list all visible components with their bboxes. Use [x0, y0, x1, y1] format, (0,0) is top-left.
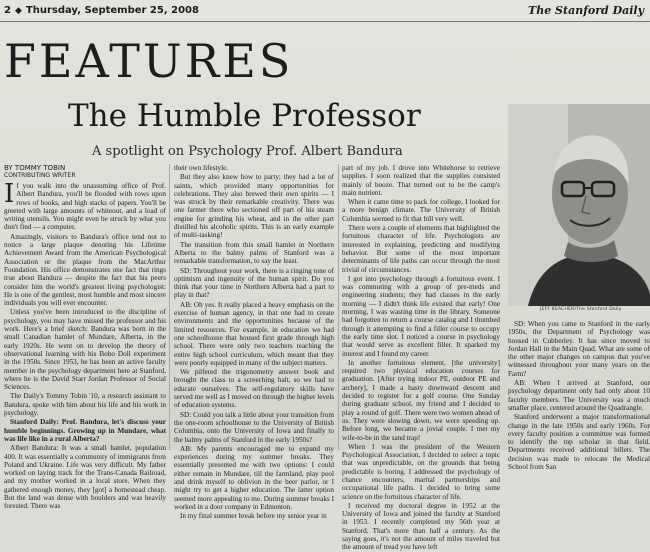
col1-para-1: f you walk into the unassuming office of Prof. Albert Bandura, you'll be flooded with rows upon rows of books, and high stacks of papers. You'll be greeted with large amounts of whiteout, and a load of writing utensils. You might even be struck by what you don't find — a computer.: [4, 182, 166, 232]
professor-photo: [508, 104, 650, 306]
col4-para-1: SD: When you came to Stanford in the early 1950s, the Department of Psychology was housed in Cubberley. It has since moved to Jordan Hall in the Main Quad. What are some of the other major changes on campus that you've witnessed throughout your many years on the Farm?: [508, 320, 650, 378]
col2-para-5: AB: Oh yes. It really placed a heavy emphasis on the exercise of human agency, in that one had to create environments and the opportunities because of the limited resources. For example, in education we had one schoolhouse that housed first grade through high school. There were only two teachers teaching the entire high school curriculum, which meant that they were poorly equipped in many of the subject matters.: [174, 300, 334, 367]
col3-para-1: part of my job. I drove into Whitehorse to retrieve supplies. I soon realized that the supplies consisted mainly of booze. That turned out to be the camp's main nutrient.: [342, 164, 500, 197]
header-left: [4, 5, 199, 16]
article-column-4: [508, 320, 650, 472]
col1-para-5: Stanford Daily: Prof. Bandura, let's discuss your humble beginnings. Growing up in Mundare, what was life like in a rural Alberta?: [4, 418, 166, 443]
diamond-icon: ◆: [14, 5, 22, 16]
issue-date: Thursday, September 25, 2008: [25, 5, 199, 16]
col1-para-6: Albert Bandura: It was a small hamlet, population 400. It was essentially a community of immigrants from Poland and Ukraine. Life was very difficult. My father worked on laying track for the Trans-Canada Railroad, and my mother worked in a local store. When they gathered enough money, they [got] a homestead cheap. But the land was dense with boulders and was heavily forested. There was: [4, 444, 166, 511]
photo-credit: JEFF KEACHER/The Stanford Daily: [540, 307, 622, 312]
col2-para-9: In my final summer break before my senior year in: [180, 512, 327, 521]
col2-para-7: SD: Could you talk a little about your transition from the one-room schoolhouse to the University of British Columbia, onto the University of Iowa and finally to the balmy palms of Stanford in the early 1950s?: [174, 410, 334, 444]
col1-para-3: Unless you've been introduced to the discipline of psychology, you may have missed the professor and his work. Here's a brief sketch: Bandura was born in the small Canadian hamlet of Mundare, Alberta, in the early 1920s. He went on to develop the theory of observational learning with his Bobo Doll experiment in the 1950s. Since 1953, he has been an active faculty member in the psychology department here at Stanford, where he is the David Starr Jordan Professor of Social Sciences.: [4, 308, 166, 392]
col2-para-8: AB: My parents encouraged me to expand my experiences during my summer breaks. They essentially presented me with two options: I could either remain in Mundare, till the farmland, play pool and drink myself to oblivion in the beer parlor, or I might try to get a higher education. The latter option seemed more appealing to me. During summer breaks I worked in a door company in Edmonton.: [174, 444, 334, 511]
dropcap-letter: I: [4, 179, 15, 209]
col3-para-6: When I was the president of the Western Psychological Association, I decided to select a topic that was unpredictable, on the grounds that being predictable is boring. I addressed the psychology of chance encounters, marital partnerships and occupational life paths. I decided to bring some science on the fortuitous character of life.: [342, 442, 500, 501]
col4-para-3: Stanford underwent a major transformational change in the late 1950s and early 1960s. For every faculty position a committee was formed to identify the top scholar in that field. Departments received additional billets. The decision was made to relocate the Medical School from San: [508, 413, 650, 472]
portrait-illustration: [508, 104, 650, 306]
col1-para-2: Amazingly, visitors to Bandura's office tend not to notice a large plaque denoting his Lifetime Achievement Award from the American Psychological Association or the plaque from the MacArthur Foundation. His office demonstrates one fact that rings true about Bandura — despite the fact that his peers consider him the world's greatest living psychologist: He is one of the gentlest, most humble and most sincere individuals you will ever encounter.: [4, 232, 166, 308]
col4-para-2: AB: When I arrived at Stanford, our psychology department only had only about 10 faculty members. The University was a much smaller place, centered around the Quadrangle.: [508, 379, 650, 412]
col3-para-2: When it came time to pack for college, I looked for a more benign climate. The University of British Columbia seemed to fit that bill very well.: [342, 198, 500, 223]
publication-name: The Stanford Daily: [528, 4, 644, 17]
article-column-2: [174, 164, 334, 521]
page-number: 2: [4, 5, 11, 16]
column-rule: [169, 164, 170, 450]
article-column-1: [4, 179, 166, 511]
col2-para-6: We pilfered the trigonometry answer book and brought the class to a screeching halt, so we had to educate ourselves. The self-regulatory skills have served me well as I moved on through the higher levels of education systems.: [174, 368, 334, 410]
col2-para-3: The transition from this small hamlet in Northern Alberta to the balmy palms of Stanford was a remarkable transformation, to say the least.: [174, 240, 334, 266]
col1-para-4: The Daily's Tommy Tobin '10, a research assistant to Bandura, spoke with him about his life and his work in psychology.: [4, 392, 166, 418]
col2-para-4: SD: Throughout your work, there is a ringing tone of optimism and ingenuity of the human spirit. Do you think that your time in Northern Alberta had a part to play in that?: [174, 266, 334, 300]
byline-name: BY TOMMY TOBIN: [4, 164, 66, 172]
column-rule: [338, 164, 339, 450]
section-title: FEATURES: [4, 34, 294, 88]
col3-para-4: I got into psychology through a fortuitous event. I was commuting with a group of pre-meds and engineering students; they had classes in the early morning — I didn't think life existed that early! One morning, I was wasting time in the library. Someone had forgotten to return a course catalog and I thumbed through it attempting to find a filler course to occupy the early time slot. I noticed a course in psychology that would serve as excellent filler. It sparked my interest and I found my career.: [342, 274, 500, 358]
byline: [4, 164, 144, 180]
col3-para-3: There were a couple of elements that highlighted the fortuitous character of life. Psychologists are interested in explaining, predicting and modifying behavior. But some of the most important determinants of life paths can occur through the most trivial of circumstances.: [342, 224, 500, 274]
article-column-3: [342, 164, 500, 552]
byline-role: CONTRIBUTING WRITER: [4, 172, 76, 179]
col3-para-7: I received my doctoral degree in 1952 at the University of Iowa and joined the faculty at Stanford in 1953. I recently completed my 56th year at Stanford. That's more than half a century. As the saying goes, it's not the amount of miles traveled but the amount of tread you have left: [342, 501, 500, 552]
headline: The Humble Professor: [68, 98, 421, 134]
col2-para-2: But they also knew how to party; they had a lot of saints, which provided many opportunities for celebrations. They also brewed their own spirits — I was struck by their remarkable creativity. There was one farmer there who sectioned off part of his steam engine for grinding his wheat, and in the other part distilled his alcoholic spirits. This is an early example of multi-tasking!: [174, 173, 334, 240]
deck-subtitle: A spotlight on Psychology Prof. Albert Bandura: [92, 144, 403, 159]
col2-para-1: their own lifestyle.: [174, 164, 229, 172]
page-header: [0, 0, 650, 22]
col3-para-5: In another fortuitous element, [the university] required two physical education courses for graduation. [After trying indoor PE, outdoor PE and archery], I made a hasty downward descent and decided to register for a golf course. One Sunday during graduate school, my friend and I decided to play a round of golf. There were two women ahead of us. They were slowing down, we were speeding up. Before long, we became a jovial couple. I met my wife-to-be in the sand trap!: [342, 358, 500, 442]
